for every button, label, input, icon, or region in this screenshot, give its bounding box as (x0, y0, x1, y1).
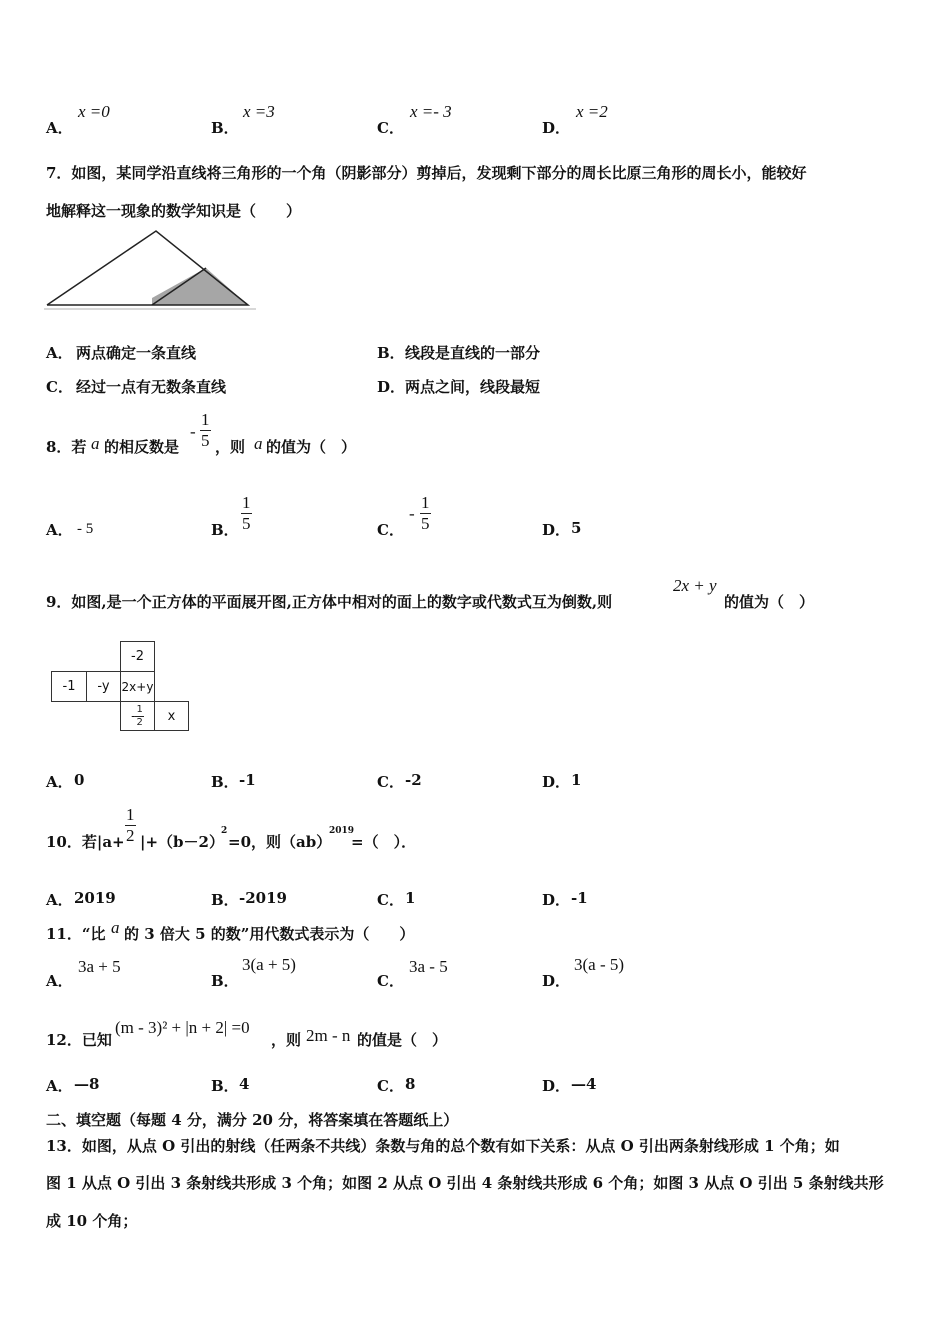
q10-fraction (125, 805, 136, 845)
q10-option-a-text: 2019 (74, 889, 116, 907)
q9-net-cell-center (120, 671, 155, 702)
q7-option-b-letter: B． (377, 344, 405, 362)
q7-option-a-text: 两点确定一条直线 (76, 344, 197, 362)
q10-option-c-letter: C． (377, 891, 404, 909)
q6-option-c-letter: C． (377, 119, 404, 137)
q12-option-a-letter: A． (46, 1077, 73, 1095)
q11-option-c-letter: C． (377, 972, 404, 990)
q12-prefix: 12．已知 (46, 1031, 112, 1049)
q9-prefix: 9．如图,是一个正方体的平面展开图,正方体中相对的面上的数字或代数式互为倒数,则 (46, 593, 613, 611)
q11-option-b-letter: B． (211, 972, 239, 990)
q12-option-d-text: —4 (571, 1075, 597, 1093)
q11-option-a-letter: A． (46, 972, 73, 990)
q9-option-c-letter: C． (377, 773, 404, 791)
q9-net-cell-right (154, 701, 189, 731)
q9-net-top-text: -2 (131, 649, 144, 664)
q9-net-cell-top (120, 641, 155, 672)
q8-option-a-expr: - 5 (77, 521, 94, 537)
q12-option-c-letter: C． (377, 1077, 404, 1095)
q9-expr: 2x + y (673, 576, 717, 595)
q11-option-d-expr: 3(a - 5) (574, 955, 625, 974)
q10-option-b-text: -2019 (239, 889, 287, 907)
q9-suffix: 的值为（ ） (724, 593, 815, 611)
q8-option-c-num: 1 (421, 493, 430, 512)
q8-option-c-den: 5 (421, 513, 430, 533)
q10-frac-den: 2 (126, 825, 135, 845)
q10-sup1: 2 (221, 826, 228, 836)
q9-net-right-text: x (167, 708, 176, 724)
q7-option-d-text: 两点之间，线段最短 (405, 378, 541, 396)
q6-option-a-expr: x =0 (78, 102, 110, 121)
q8-fraction (200, 410, 211, 450)
q8-neg-sign: - (190, 422, 196, 441)
q8-option-b-fraction (241, 493, 252, 533)
q6-option-b-expr: x =3 (243, 102, 275, 121)
q13-line3: 成 10 个角； (46, 1212, 138, 1230)
q9-net-center-text: 2x+y (121, 679, 154, 694)
q7-line2: 地解释这一现象的数学知识是（ ） (46, 202, 302, 220)
q9-net-bottom-den: 2 (136, 716, 143, 728)
section-fill-in-title: 二、填空题（每题 4 分，满分 20 分，将答案填在答题纸上） (46, 1111, 459, 1129)
q6-option-c-expr: x =- 3 (410, 102, 452, 121)
q8-option-c-letter: C． (377, 521, 404, 539)
q13-line1: 13．如图，从点 O 引出的射线（任两条不共线）条数与角的总个数有如下关系：从点 O 引出两条射线形成 1 个角；如 (46, 1137, 840, 1155)
q8-option-c-fraction (420, 493, 431, 533)
q9-net-bottom-num: 1 (136, 704, 143, 715)
q9-net-cell-left (51, 671, 87, 702)
q12-option-c-text: 8 (405, 1075, 416, 1093)
q8-option-b-num: 1 (242, 493, 251, 512)
q8-option-d-text: 5 (571, 519, 582, 537)
q8-frac-den: 5 (201, 430, 210, 450)
q11-option-d-letter: D． (542, 972, 571, 990)
q12-option-a-text: —8 (74, 1075, 100, 1093)
q12-option-b-letter: B． (211, 1077, 239, 1095)
q7-line1: 7．如图，某同学沿直线将三角形的一个角（阴影部分）剪掉后，发现剩下部分的周长比原三角形的周长小，能较好 (46, 164, 807, 182)
q10-sup2: 2019 (329, 826, 355, 836)
q13-line2: 图 1 从点 O 引出 3 条射线共形成 3 个角；如图 2 从点 O 引出 4 条射线共形成 6 个角；如图 3 从点 O 引出 5 条射线共形 (46, 1174, 884, 1192)
q10-mid: |+（b－2） (140, 833, 224, 851)
q9-net-bottom-fraction (135, 704, 143, 728)
q9-option-d-text: 1 (571, 771, 582, 789)
q9-net-cell-bottom (120, 701, 155, 731)
q7-option-c-text: 经过一点有无数条直线 (76, 378, 227, 396)
q10-option-b-letter: B． (211, 891, 239, 909)
q9-option-b-letter: B． (211, 773, 239, 791)
q8-option-c-neg: - (409, 504, 415, 523)
q6-option-b-letter: B． (211, 119, 239, 137)
q11-option-a-expr: 3a + 5 (78, 957, 121, 976)
q8-frac-num: 1 (201, 410, 210, 429)
q10-mid2: =0，则（ab） (228, 833, 332, 851)
q12-option-b-text: 4 (239, 1075, 250, 1093)
q10-option-c-text: 1 (405, 889, 416, 907)
q10-frac-num: 1 (126, 805, 135, 824)
q9-net-cell-mid (86, 671, 121, 702)
q9-option-a-letter: A． (46, 773, 73, 791)
q7-triangle-figure (44, 228, 256, 310)
q9-net-bottom-neg: - (131, 709, 136, 723)
q10-option-d-letter: D． (542, 891, 571, 909)
q10-option-a-letter: A． (46, 891, 73, 909)
q8-suffix2: 的值为（ ） (266, 438, 357, 456)
q8-prefix: 8．若 (46, 438, 87, 456)
q9-option-c-text: -2 (405, 771, 422, 789)
q12-expr: (m - 3)² + |n + 2| =0 (115, 1018, 250, 1037)
q10-option-d-text: -1 (571, 889, 588, 907)
q8-option-b-den: 5 (242, 513, 251, 533)
q11-option-c-expr: 3a - 5 (409, 957, 448, 976)
q12-option-d-letter: D． (542, 1077, 571, 1095)
q8-option-d-letter: D． (542, 521, 571, 539)
q10-prefix: 10．若|a+ (46, 833, 125, 851)
q9-option-b-text: -1 (239, 771, 256, 789)
q9-net-mid-text: -y (97, 679, 110, 694)
q8-option-a-letter: A． (46, 521, 73, 539)
q9-net-left-text: -1 (62, 679, 76, 694)
q12-mid: ，则 (271, 1031, 302, 1049)
q10-suffix: =（ ）． (351, 833, 417, 851)
q7-option-c-letter: C． (46, 378, 73, 396)
q6-option-a-letter: A． (46, 119, 73, 137)
q9-option-a-text: 0 (74, 771, 85, 789)
q7-option-b-text: 线段是直线的一部分 (405, 344, 541, 362)
q6-option-d-letter: D． (542, 119, 571, 137)
q12-suffix: 的值是（ ） (357, 1031, 448, 1049)
q11-prefix: 11．“比 (46, 925, 106, 943)
q12-expr2: 2m - n (306, 1026, 351, 1045)
q8-mid: 的相反数是 (104, 438, 180, 456)
q11-var-a: a (111, 918, 120, 937)
q7-option-d-letter: D． (377, 378, 406, 396)
q8-var-a: a (91, 434, 100, 453)
q7-option-a-letter: A． (46, 344, 73, 362)
q6-option-d-expr: x =2 (576, 102, 608, 121)
q8-suffix1: ，则 (215, 438, 246, 456)
q11-suffix: 的 3 倍大 5 的数”用代数式表示为（ ） (124, 925, 415, 943)
q11-option-b-expr: 3(a + 5) (242, 955, 296, 974)
q9-option-d-letter: D． (542, 773, 571, 791)
q8-option-b-letter: B． (211, 521, 239, 539)
q8-var-a2: a (254, 434, 263, 453)
